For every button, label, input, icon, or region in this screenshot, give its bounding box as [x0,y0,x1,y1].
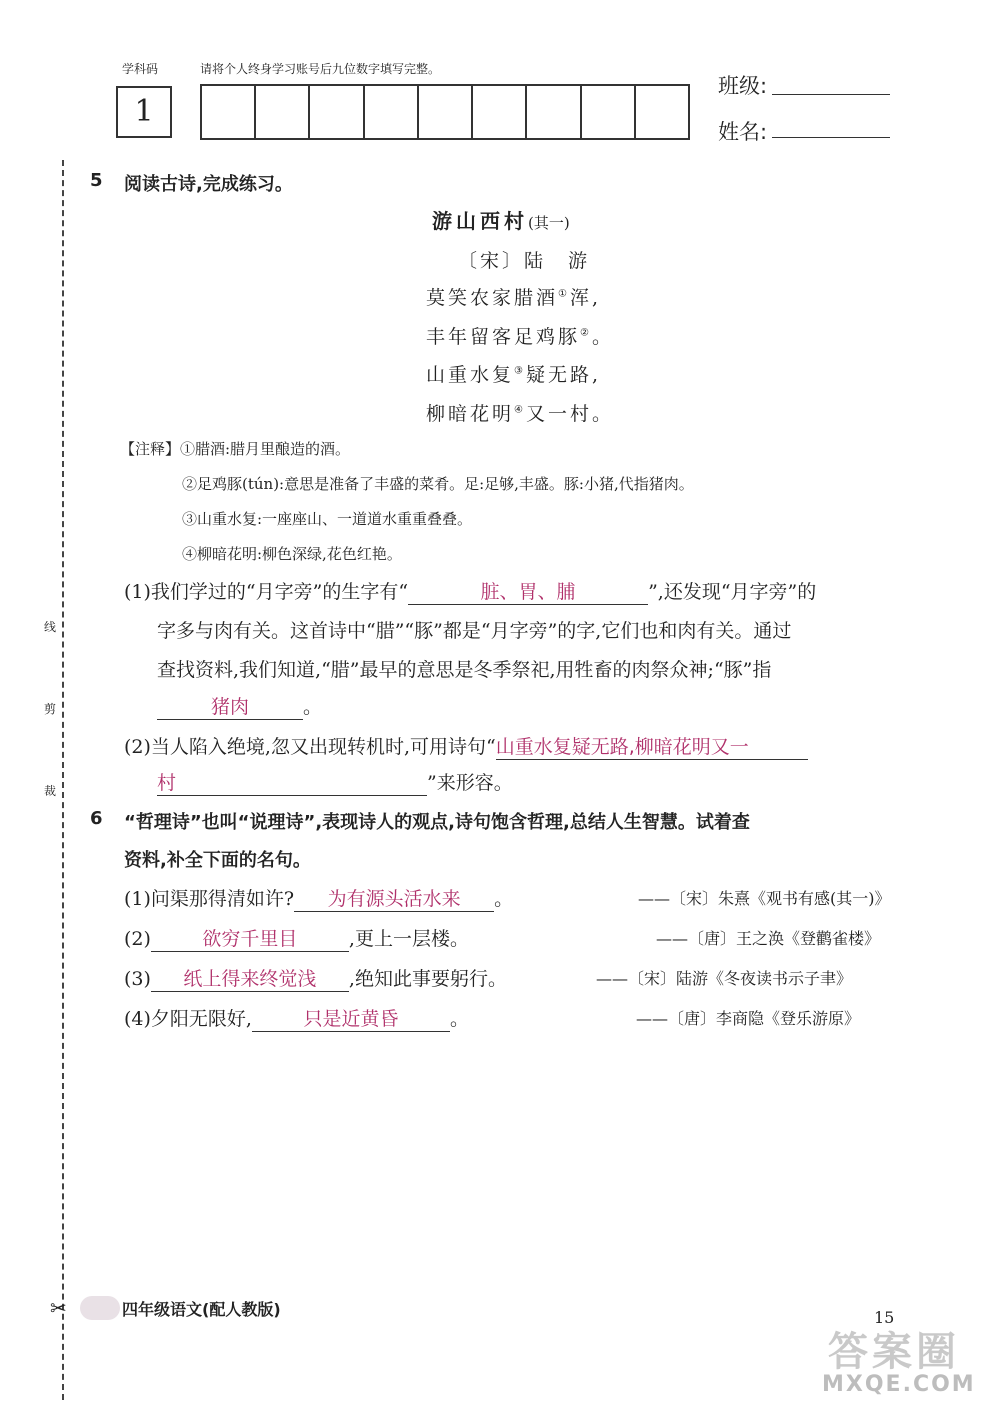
footnote-mark: ① [558,288,570,300]
cut-char-cai: 裁 [44,784,57,798]
watermark-logo: 答案圈 [828,1329,960,1375]
footnote-mark: ② [580,327,592,339]
q5-part1-text: ”,还发现“月字旁”的 [648,581,817,603]
digit-box[interactable] [365,86,419,138]
footnote-mark: ③ [514,365,526,377]
annotation: ④柳暗花明:柳色深绿,花色红艳。 [182,545,402,563]
question-6-number: 6 [90,808,103,829]
annotation: 【注释】①腊酒:腊月里酿造的酒。 [120,440,351,458]
annotation: ③山重水复:一座座山、一道道水重重叠叠。 [182,510,473,528]
question-6-text: “哲理诗”也叫“说理诗”,表现诗人的观点,诗句饱含哲理,总结人生智慧。试着查 [124,812,750,833]
q5-part2-line1 [124,732,808,760]
quote-item [124,1004,469,1032]
quote-text: (1)问渠那得清如许? [124,888,295,910]
account-instruction: 请将个人终身学习账号后九位数字填写完整。 [200,62,441,76]
answer-blank[interactable]: 只是近黄昏 [252,1004,450,1032]
question-5-number: 5 [90,170,103,191]
poem-line-text: 浑, [569,287,602,309]
answer-blank[interactable]: 纸上得来终觉浅 [151,964,349,992]
poem-line-text: 柳暗花明 [426,403,515,425]
poem-line [426,360,601,387]
digit-box[interactable] [202,86,256,138]
name-label: 姓名: [718,120,768,144]
name-field[interactable] [772,137,890,138]
poem-line [426,322,614,349]
quote-source: ——〔宋〕朱熹《观书有感(其一)》 [638,889,891,908]
poem-author: 〔宋〕陆 游 [458,250,591,272]
page-number: 15 [874,1308,895,1327]
cut-char-jian: 剪 [44,702,57,716]
quote-item [124,884,513,912]
quote-text: (3) [124,968,151,990]
subject-code-value: 1 [134,94,154,129]
scissors-icon: ✂ [50,1296,67,1320]
digit-box[interactable] [636,86,688,138]
poem-line-text: 莫笑农家腊酒 [426,287,559,309]
quote-text: (4)夕阳无限好, [124,1008,252,1030]
digit-box[interactable] [473,86,527,138]
poem-line-text: 。 [591,326,614,348]
answer-blank[interactable]: 猪肉 [157,692,303,720]
digit-box[interactable] [310,86,364,138]
quote-text: 。 [449,1008,469,1030]
question-5-title: 阅读古诗,完成练习。 [124,174,293,195]
quote-item [124,924,469,952]
poem-line-text: 丰年留客足鸡豚 [426,326,581,348]
digit-box[interactable] [527,86,581,138]
q5-part1-text: 。 [303,696,323,718]
footnote-mark: ④ [514,404,526,416]
poem-title-text: 游山西村 [432,209,528,233]
cut-line [62,160,64,1400]
quote-text: (2) [124,928,151,950]
quote-item [124,964,507,992]
poem-title [432,205,570,234]
answer-blank[interactable]: 欲穷千里目 [151,924,349,952]
digit-box[interactable] [419,86,473,138]
class-field[interactable] [772,94,890,95]
answer-blank[interactable]: 为有源头活水来 [294,884,494,912]
quote-source: ——〔宋〕陆游《冬夜读书示子聿》 [596,969,853,988]
poem-line-text: 疑无路, [525,364,602,386]
quote-source: ——〔唐〕王之涣《登鹳雀楼》 [656,929,881,948]
quote-text: ,绝知此事要躬行。 [348,968,507,990]
footer-logo [80,1296,120,1320]
poem-line-text: 又一村。 [525,403,614,425]
quote-source: ——〔唐〕李商隐《登乐游原》 [636,1009,861,1028]
cut-char-xian: 线 [44,620,57,634]
digit-box[interactable] [256,86,310,138]
footer-title: 四年级语文(配人教版) [122,1300,281,1319]
annotation: ②足鸡豚(tún):意思是准备了丰盛的菜肴。足:足够,丰盛。豚:小猪,代指猪肉。 [182,475,694,493]
quote-text: 。 [494,888,514,910]
poem-line [426,283,601,310]
q5-part2-text: ”来形容。 [427,772,513,794]
watermark-url: MXQE.COM [822,1372,976,1397]
q5-part1-line3: 查找资料,我们知道,“腊”最早的意思是冬季祭祀,用牲畜的肉祭众神;“豚”指 [157,659,772,681]
subject-code-label: 学科码 [122,62,159,76]
q5-part1-line4 [157,692,322,720]
q5-part1-line2: 字多与肉有关。这首诗中“腊”“豚”都是“月字旁”的字,它们也和肉有关。通过 [157,620,792,642]
account-digit-boxes [200,84,690,140]
q5-part1-line1 [124,577,816,605]
digit-box[interactable] [582,86,636,138]
poem-line [426,399,614,426]
q5-part2-text: (2)当人陷入绝境,忽又出现转机时,可用诗句“ [124,736,496,758]
question-6-text: 资料,补全下面的名句。 [124,850,311,871]
q5-part1-text: (1)我们学过的“月字旁”的生字有“ [124,581,409,603]
class-label: 班级: [718,74,768,98]
answer-blank[interactable]: 村 [157,768,427,796]
answer-blank[interactable]: 脏、胃、脯 [408,577,648,605]
poem-line-text: 山重水复 [426,364,515,386]
q5-part2-line2 [157,768,513,796]
quote-text: ,更上一层楼。 [348,928,469,950]
subject-code-box [116,86,172,138]
answer-blank[interactable]: 山重水复疑无路,柳暗花明又一 [496,732,808,760]
poem-title-note: (其一) [528,214,570,232]
